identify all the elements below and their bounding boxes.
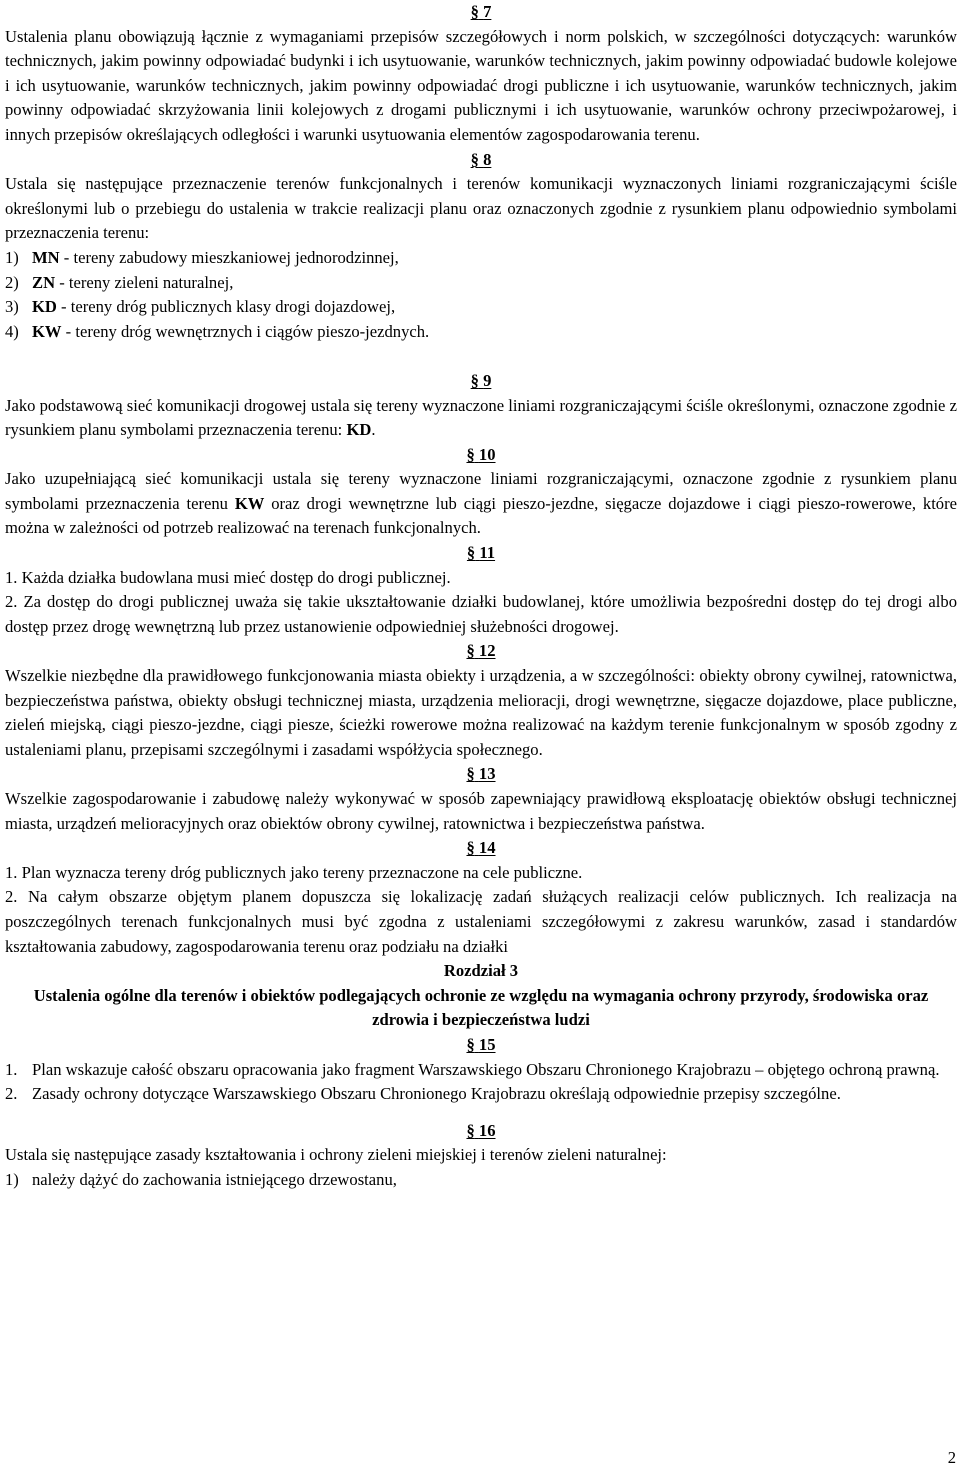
chapter-subtitle: Ustalenia ogólne dla terenów i obiektów podlegających ochronie ze względu na wymagania ochrony przyrody, środowiska oraz zdrowia i bezpieczeństwa ludzi bbox=[33, 985, 929, 1030]
section-13-heading: § 13 bbox=[466, 764, 496, 784]
list-item: 1) należy dążyć do zachowania istniejącego drzewostanu, bbox=[5, 1169, 397, 1189]
section-14-point-2: 2. Na całym obszarze objętym planem dopuszcza się lokalizację zadań służących realizacji celów publicznych. Ich realizacja na poszczególnych terenach funkcjonalnych musi być zgodna z ustaleniami szczegółowymi z zakresu warunków, zasad i standardów kształtowania zabudowy, zagospodarowania terenu oraz podziału na działki bbox=[5, 887, 957, 956]
section-11-point-1: 1. Każda działka budowlana musi mieć dostęp do drogi publicznej. bbox=[5, 567, 451, 587]
list-item: 3) KD - tereny dróg publicznych klasy drogi dojazdowej, bbox=[5, 297, 396, 317]
section-7-text: Ustalenia planu obowiązują łącznie z wymaganiami przepisów szczegółowych i norm polskich, w szczególności dotyczących: warunków technicznych, jakim powinny odpowiadać budynki i ich usytuowanie, warunków technicznych, jakim powinny odpowiadać budowle kolejowe i ich usytuowanie, warunków technicznych, jakim powinny odpowiadać drogi publiczne i ich usytuowanie, warunków technicznych, jakim powinny odpowiadać skrzyżowania linii kolejowych z drogami publicznymi i ich usytuowanie, warunków ochrony przeciwpożarowej, i innych przepisów określających odległości i warunki usytuowania elementów zagospodarowania terenu. bbox=[5, 26, 957, 144]
list-item: 2. Zasady ochrony dotyczące Warszawskiego Obszaru Chronionego Krajobrazu określają odpowiednie przepisy szczególne. bbox=[5, 1084, 841, 1104]
page-number: 2 bbox=[947, 1448, 956, 1467]
section-14-point-1: 1. Plan wyznacza tereny dróg publicznych jako tereny przeznaczone na cele publiczne. bbox=[5, 862, 583, 882]
section-9-text: Jako podstawową sieć komunikacji drogowej ustala się tereny wyznaczone liniami rozgraniczającymi ściśle określonymi, oznaczone zgodnie z rysunkiem planu symbolami przeznaczenia terenu: KD. bbox=[5, 395, 957, 440]
list-item: 1. Plan wskazuje całość obszaru opracowania jako fragment Warszawskiego Obszaru Chronionego Krajobrazu – objętego ochroną prawną. bbox=[5, 1059, 940, 1079]
section-16-heading: § 16 bbox=[466, 1120, 496, 1140]
section-7-heading: § 7 bbox=[470, 2, 492, 21]
list-item: 1) MN - tereny zabudowy mieszkaniowej jednorodzinnej, bbox=[5, 247, 399, 267]
section-9-heading: § 9 bbox=[470, 370, 492, 390]
list-item: 2) ZN - tereny zieleni naturalnej, bbox=[5, 272, 234, 292]
section-16-intro: Ustala się następujące zasady kształtowania i ochrony zieleni miejskiej i terenów zieleni naturalnej: bbox=[5, 1145, 667, 1165]
chapter-title: Rozdział 3 bbox=[443, 961, 519, 981]
section-12-heading: § 12 bbox=[466, 641, 496, 661]
section-11-point-2: 2. Za dostęp do drogi publicznej uważa się takie ukształtowanie działki budowlanej, które umożliwia bezpośredni dostęp do tej drogi albo dostęp przez drogę wewnętrzną lub przez ustanowienie odpowiedniej służebności drogowej. bbox=[5, 592, 957, 636]
section-10-text: Jako uzupełniającą sieć komunikacji ustala się tereny wyznaczone liniami rozgraniczającymi, oznaczone zgodnie z rysunkiem planu symbolami przeznaczenia terenu KW oraz drogi wewnętrzne lub ciągi pieszo-jezdne, sięgacze dojazdowe i ciągi pieszo-rowerowe, które można w zależności od potrzeb realizować na terenach funkcjonalnych. bbox=[5, 469, 957, 538]
section-12-text: Wszelkie niezbędne dla prawidłowego funkcjonowania miasta obiekty i urządzenia, a w szczególności: obiekty obrony cywilnej, ratownictwa, bezpieczeństwa państwa, obiekty obsługi technicznej miasta, urządzenia melioracji, drogi wewnętrzne, sięgacze dojazdowe, place publiczne, zieleń miejską, ciągi pieszo-jezdne, ciągi piesze, ścieżki rowerowe można realizować na każdym terenie funkcjonalnym w sposób zgodny z ustaleniami planu, przepisami szczególnymi i zasadami współżycia społecznego. bbox=[5, 666, 957, 759]
section-8-intro: Ustala się następujące przeznaczenie terenów funkcjonalnych i terenów komunikacji wyznaczonych liniami rozgraniczającymi ściśle określonymi lub o przebiegu do ustalenia w trakcie realizacji planu oraz oznaczonych zgodnie z rysunkiem planu odpowiednio symbolami przeznaczenia terenu: bbox=[5, 174, 957, 243]
section-15-heading: § 15 bbox=[466, 1034, 496, 1054]
document-page bbox=[5, 0, 957, 1193]
section-10-heading: § 10 bbox=[466, 444, 496, 464]
section-13-text: Wszelkie zagospodarowanie i zabudowę należy wykonywać w sposób zapewniający prawidłową eksploatację obiektów obsługi technicznej miasta, urządzeń melioracyjnych oraz obiektów obrony cywilnej, ratownictwa i bezpieczeństwa państwa. bbox=[5, 789, 957, 833]
list-item: 4) KW - tereny dróg wewnętrznych i ciągów pieszo-jezdnych. bbox=[5, 321, 430, 341]
section-14-heading: § 14 bbox=[466, 838, 496, 858]
section-11-heading: § 11 bbox=[466, 543, 496, 563]
section-8-heading: § 8 bbox=[470, 149, 492, 169]
